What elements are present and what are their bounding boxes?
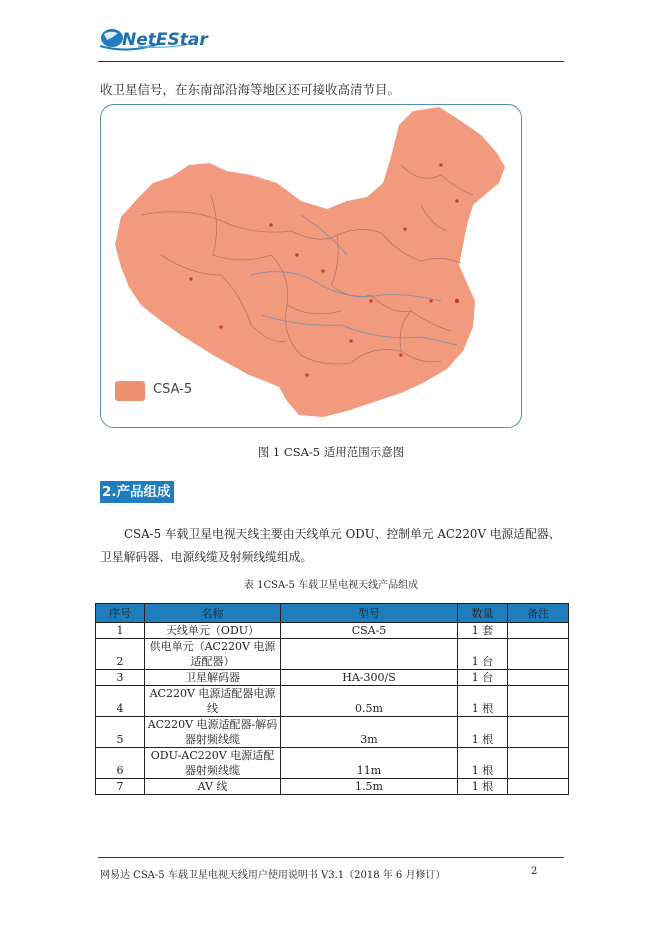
- cell-note: [508, 639, 569, 670]
- table-row: [96, 686, 569, 717]
- intro-text: 收卫星信号，在东南部沿海等地区还可接收高清节目。: [100, 82, 401, 97]
- paragraph-line-2: 卫星解码器、电源线缆及射频线缆组成。: [100, 550, 313, 564]
- header-rule: [98, 61, 564, 62]
- cell-qty: 1 根: [458, 779, 508, 795]
- cell-qty: 1 根: [458, 717, 508, 748]
- cell-name: 天线单元（ODU）: [145, 623, 281, 639]
- col-header-model: 型号: [281, 604, 458, 623]
- table-row: [96, 639, 569, 670]
- cell-model: 0.5m: [281, 686, 458, 717]
- cell-no: 7: [96, 779, 145, 795]
- section-heading: 2.产品组成: [100, 481, 174, 503]
- legend-label: CSA-5: [153, 382, 193, 397]
- page-number: 2: [531, 866, 538, 877]
- cell-note: [508, 748, 569, 779]
- coverage-region: [115, 107, 505, 417]
- cell-model: CSA-5: [281, 623, 458, 639]
- table-row: [96, 670, 569, 686]
- netestar-logo: [98, 20, 210, 58]
- table-caption: 表 1CSA-5 车载卫星电视天线产品组成: [243, 580, 419, 591]
- cell-name: ODU-AC220V 电源适配器射频线缆: [145, 748, 281, 779]
- cell-note: [508, 623, 569, 639]
- cell-name: AC220V 电源适配器电源线: [145, 686, 281, 717]
- table-row: [96, 717, 569, 748]
- footer-text: 网易达 CSA-5 车载卫星电视天线用户使用说明书 V3.1（2018 年 6 月修订）: [100, 870, 446, 881]
- cell-model: HA-300/S: [281, 670, 458, 686]
- cell-qty: 1 根: [458, 686, 508, 717]
- cell-no: 6: [96, 748, 145, 779]
- footer-rule: [98, 857, 564, 858]
- cell-model: 1.5m: [281, 779, 458, 795]
- product-table: [95, 603, 569, 795]
- cell-note: [508, 686, 569, 717]
- cell-qty: 1 套: [458, 623, 508, 639]
- figure-caption: 图 1 CSA-5 适用范围示意图: [257, 445, 405, 459]
- table-row: [96, 623, 569, 639]
- table-row: [96, 748, 569, 779]
- paragraph-line-1: CSA-5 车载卫星电视天线主要由天线单元 ODU、控制单元 AC220V 电源适配器、: [124, 527, 561, 541]
- col-header-note: 备注: [508, 604, 569, 623]
- cell-model: 11m: [281, 748, 458, 779]
- cell-qty: 1 根: [458, 748, 508, 779]
- cell-model: 3m: [281, 717, 458, 748]
- col-header-qty: 数量: [458, 604, 508, 623]
- legend-swatch: [115, 381, 145, 401]
- cell-no: 1: [96, 623, 145, 639]
- cell-note: [508, 779, 569, 795]
- cell-qty: 1 台: [458, 670, 508, 686]
- cell-qty: 1 台: [458, 639, 508, 670]
- cell-no: 3: [96, 670, 145, 686]
- coverage-map: [100, 104, 522, 428]
- cell-note: [508, 717, 569, 748]
- map-legend: [115, 379, 265, 405]
- col-header-no: 序号: [96, 604, 145, 623]
- cell-model: [281, 639, 458, 670]
- cell-no: 2: [96, 639, 145, 670]
- cell-name: AV 线: [145, 779, 281, 795]
- cell-no: 4: [96, 686, 145, 717]
- body-paragraph: [100, 523, 570, 569]
- cell-name: 供电单元（AC220V 电源适配器）: [145, 639, 281, 670]
- table-row: [96, 779, 569, 795]
- col-header-name: 名称: [145, 604, 281, 623]
- cell-name: 卫星解码器: [145, 670, 281, 686]
- cell-note: [508, 670, 569, 686]
- logo-text: NetEStar: [122, 30, 208, 50]
- cell-name: AC220V 电源适配器-解码器射频线缆: [145, 717, 281, 748]
- table-header-row: [96, 604, 569, 623]
- cell-no: 5: [96, 717, 145, 748]
